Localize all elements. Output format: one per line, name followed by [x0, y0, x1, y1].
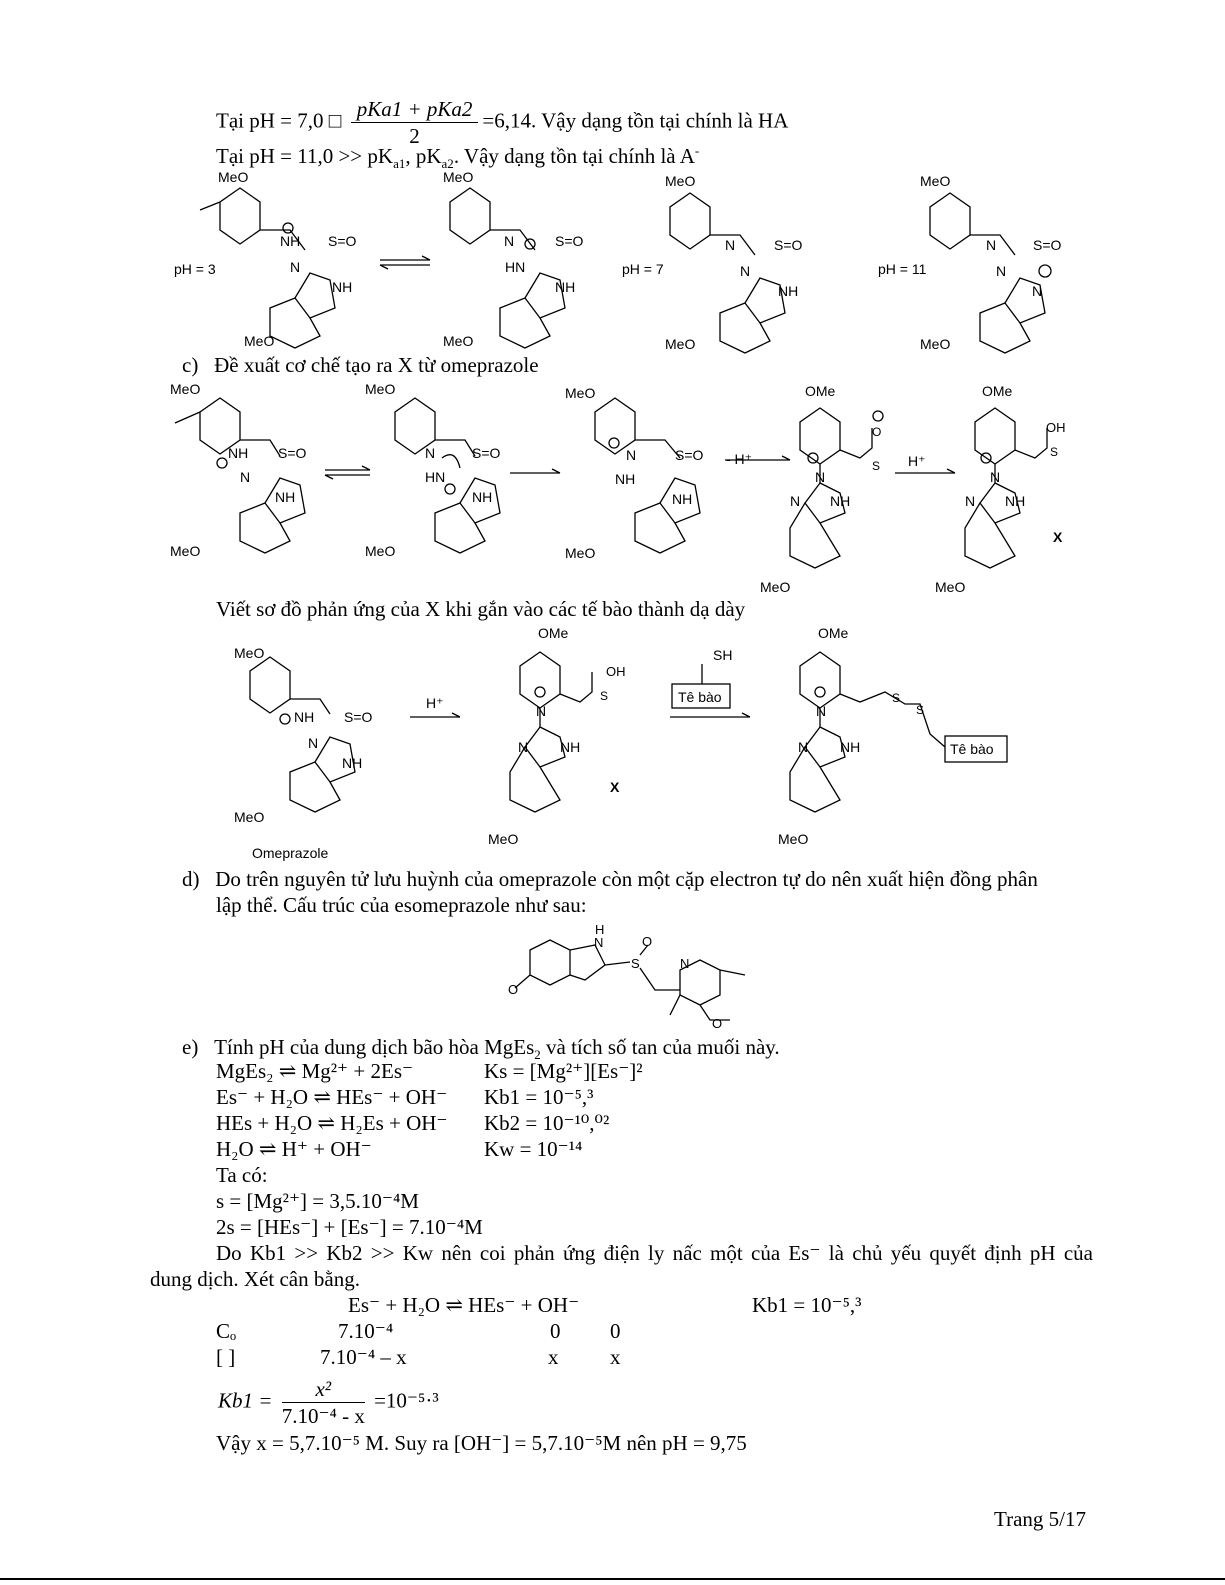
- svg-text:N: N: [308, 735, 319, 751]
- svg-text:NH: NH: [1005, 493, 1026, 509]
- svg-text:O: O: [642, 934, 653, 949]
- svg-text:NH: NH: [555, 279, 576, 295]
- plus-h-label: H⁺: [908, 453, 926, 469]
- svg-text:N: N: [240, 469, 251, 485]
- svg-text:N: N: [740, 263, 751, 279]
- svg-text:OMe: OMe: [982, 383, 1013, 399]
- svg-text:NH: NH: [830, 493, 851, 509]
- paragraph-line2: dung dịch. Xét cân bằng.: [150, 1267, 360, 1291]
- svg-text:MeO: MeO: [760, 579, 791, 595]
- svg-text:N: N: [996, 263, 1007, 279]
- svg-text:MeO: MeO: [565, 385, 596, 401]
- svg-text:N: N: [504, 233, 515, 249]
- svg-text:MeO: MeO: [935, 579, 966, 595]
- mechanism-scheme: [160, 378, 1100, 600]
- section-d-line2: lập thể. Cấu trúc của esomeprazole như sau:: [216, 893, 587, 917]
- svg-text:OMe: OMe: [818, 625, 849, 641]
- svg-text:S: S: [916, 703, 925, 717]
- svg-text:NH: NH: [472, 489, 493, 505]
- svg-text:MeO: MeO: [778, 831, 809, 847]
- svg-text:O: O: [872, 425, 882, 439]
- svg-text:MeO: MeO: [488, 831, 519, 847]
- page-footer: Trang 5/17: [994, 1507, 1086, 1531]
- svg-text:O: O: [712, 1016, 723, 1030]
- svg-text:N: N: [790, 493, 801, 509]
- s-line: s = [Mg²⁺] = 3,5.10⁻⁴M: [216, 1189, 419, 1213]
- svg-text:N: N: [816, 703, 827, 719]
- svg-text:S=O: S=O: [278, 445, 307, 461]
- svg-text:MeO: MeO: [365, 543, 396, 559]
- svg-text:NH: NH: [560, 739, 581, 755]
- svg-text:MeO: MeO: [234, 645, 265, 661]
- svg-text:HN: HN: [425, 469, 446, 485]
- svg-text:N: N: [594, 935, 604, 950]
- svg-text:MeO: MeO: [170, 543, 201, 559]
- section-e: e) Tính pH của dung dịch bão hòa MgEs$_2$ và tích số tan của muối này.: [182, 1035, 780, 1063]
- svg-text:N: N: [815, 469, 826, 485]
- svg-text:NH: NH: [615, 471, 636, 487]
- svg-text:S: S: [892, 691, 901, 705]
- ph7-line: Tại pH = 7,0 □ $\frac{\text{pKa1 + pKa2}}{2}$ =6,14. Vậy dạng tồn tại chính là HA: [216, 97, 789, 148]
- svg-text:S=O: S=O: [555, 233, 584, 249]
- svg-text:MeO: MeO: [920, 336, 951, 352]
- svg-text:S=O: S=O: [675, 447, 704, 463]
- svg-text:N: N: [626, 447, 637, 463]
- svg-text:X: X: [610, 779, 620, 795]
- svg-text:MeO: MeO: [170, 381, 201, 397]
- svg-text:MeO: MeO: [244, 333, 275, 349]
- svg-text:N: N: [725, 237, 736, 253]
- final-line: Vậy x = 5,7.10⁻⁵ M. Suy ra [OH⁻] = 5,7.10⁻⁵M nên pH = 9,75: [216, 1431, 747, 1455]
- svg-text:S=O: S=O: [472, 445, 501, 461]
- svg-text:H⁺: H⁺: [426, 695, 444, 711]
- svg-text:S=O: S=O: [328, 233, 357, 249]
- section-c: c) Đề xuất cơ chế tạo ra X từ omeprazole: [182, 353, 539, 377]
- kb-fraction: Kb1 = $\frac{\text{x²}}{\text{7.10⁻⁴ - x}}$ =10⁻⁵·³: [218, 1377, 439, 1428]
- cell-box-label: Tê bào: [678, 689, 722, 705]
- svg-text:SH: SH: [713, 647, 733, 663]
- svg-text:N: N: [425, 445, 436, 461]
- svg-text:OMe: OMe: [805, 383, 836, 399]
- esomeprazole-structure: [490, 920, 760, 1030]
- frac-denominator: 2: [409, 124, 420, 148]
- svg-text:N: N: [518, 739, 529, 755]
- svg-text:N: N: [680, 956, 690, 971]
- svg-text:MeO: MeO: [665, 336, 696, 352]
- svg-text:MeO: MeO: [234, 809, 265, 825]
- svg-text:S: S: [1050, 445, 1059, 459]
- svg-text:NH: NH: [280, 233, 301, 249]
- svg-text:MeO: MeO: [443, 333, 474, 349]
- svg-text:N: N: [290, 259, 301, 275]
- minus-h-label: - H⁺: [726, 451, 753, 467]
- omeprazole-label: Omeprazole: [252, 845, 329, 861]
- ph3-label: pH = 3: [174, 261, 216, 277]
- meo-label: MeO: [218, 169, 249, 185]
- svg-text:OH: OH: [606, 664, 626, 679]
- svg-text:MeO: MeO: [443, 169, 474, 185]
- svg-text:S=O: S=O: [1033, 237, 1062, 253]
- svg-text:MeO: MeO: [920, 173, 951, 189]
- svg-text:S: S: [600, 689, 609, 703]
- svg-text:NH: NH: [672, 491, 693, 507]
- bottom-rule: [0, 1578, 1225, 1580]
- svg-text:NH: NH: [228, 445, 249, 461]
- svg-text:NH: NH: [342, 755, 363, 771]
- svg-text:MeO: MeO: [665, 173, 696, 189]
- svg-text:NH: NH: [778, 283, 799, 299]
- svg-text:N: N: [990, 469, 1001, 485]
- svg-text:O: O: [508, 982, 519, 997]
- svg-text:MeO: MeO: [565, 545, 596, 561]
- svg-text:N: N: [798, 739, 809, 755]
- x-label: X: [1053, 529, 1063, 545]
- cell-reaction-scheme: [220, 622, 1040, 862]
- svg-text:H: H: [595, 922, 605, 937]
- svg-text:NH: NH: [332, 279, 353, 295]
- svg-text:OH: OH: [1046, 420, 1066, 435]
- svg-text:N: N: [965, 493, 976, 509]
- protonation-scheme: [160, 168, 1100, 358]
- svg-text:HN: HN: [505, 259, 526, 275]
- ph7-label: pH = 7: [622, 261, 664, 277]
- svg-text:NH: NH: [294, 709, 315, 725]
- svg-text:Tê bào: Tê bào: [950, 741, 994, 757]
- svg-text:S: S: [872, 459, 881, 473]
- two-s-line: 2s = [HEs⁻] + [Es⁻] = 7.10⁻⁴M: [216, 1215, 483, 1239]
- svg-text:N: N: [986, 237, 997, 253]
- section-d: d) Do trên nguyên tử lưu huỳnh của omeprazole còn một cặp electron tự do nên xuất hiện đồng phân: [182, 867, 1038, 891]
- svg-text:MeO: MeO: [365, 381, 396, 397]
- svg-text:NH: NH: [840, 739, 861, 755]
- svg-text:NH: NH: [275, 489, 296, 505]
- reaction-intro: Viết sơ đồ phản ứng của X khi gắn vào các tế bào thành dạ dày: [216, 597, 746, 621]
- svg-text:S: S: [631, 956, 640, 971]
- svg-text:N: N: [536, 703, 547, 719]
- paragraph-line1: Do Kb1 >> Kb2 >> Kw nên coi phản ứng điện ly nấc một của Es⁻ là chủ yếu quyết định pH của: [216, 1241, 1093, 1265]
- ph11-label: pH = 11: [878, 261, 927, 277]
- svg-text:N: N: [1032, 283, 1043, 299]
- ph11-line: Tại pH = $11,0 >> pK_{a1}$, $pK_{a2}$. Vậy dạng tồn tại chính là A-: [216, 143, 700, 172]
- ta-co: Ta có:: [216, 1163, 268, 1187]
- frac-numerator: pKa1 + pKa2: [351, 96, 479, 123]
- svg-text:S=O: S=O: [774, 237, 803, 253]
- svg-text:OMe: OMe: [538, 625, 569, 641]
- svg-text:S=O: S=O: [344, 709, 373, 725]
